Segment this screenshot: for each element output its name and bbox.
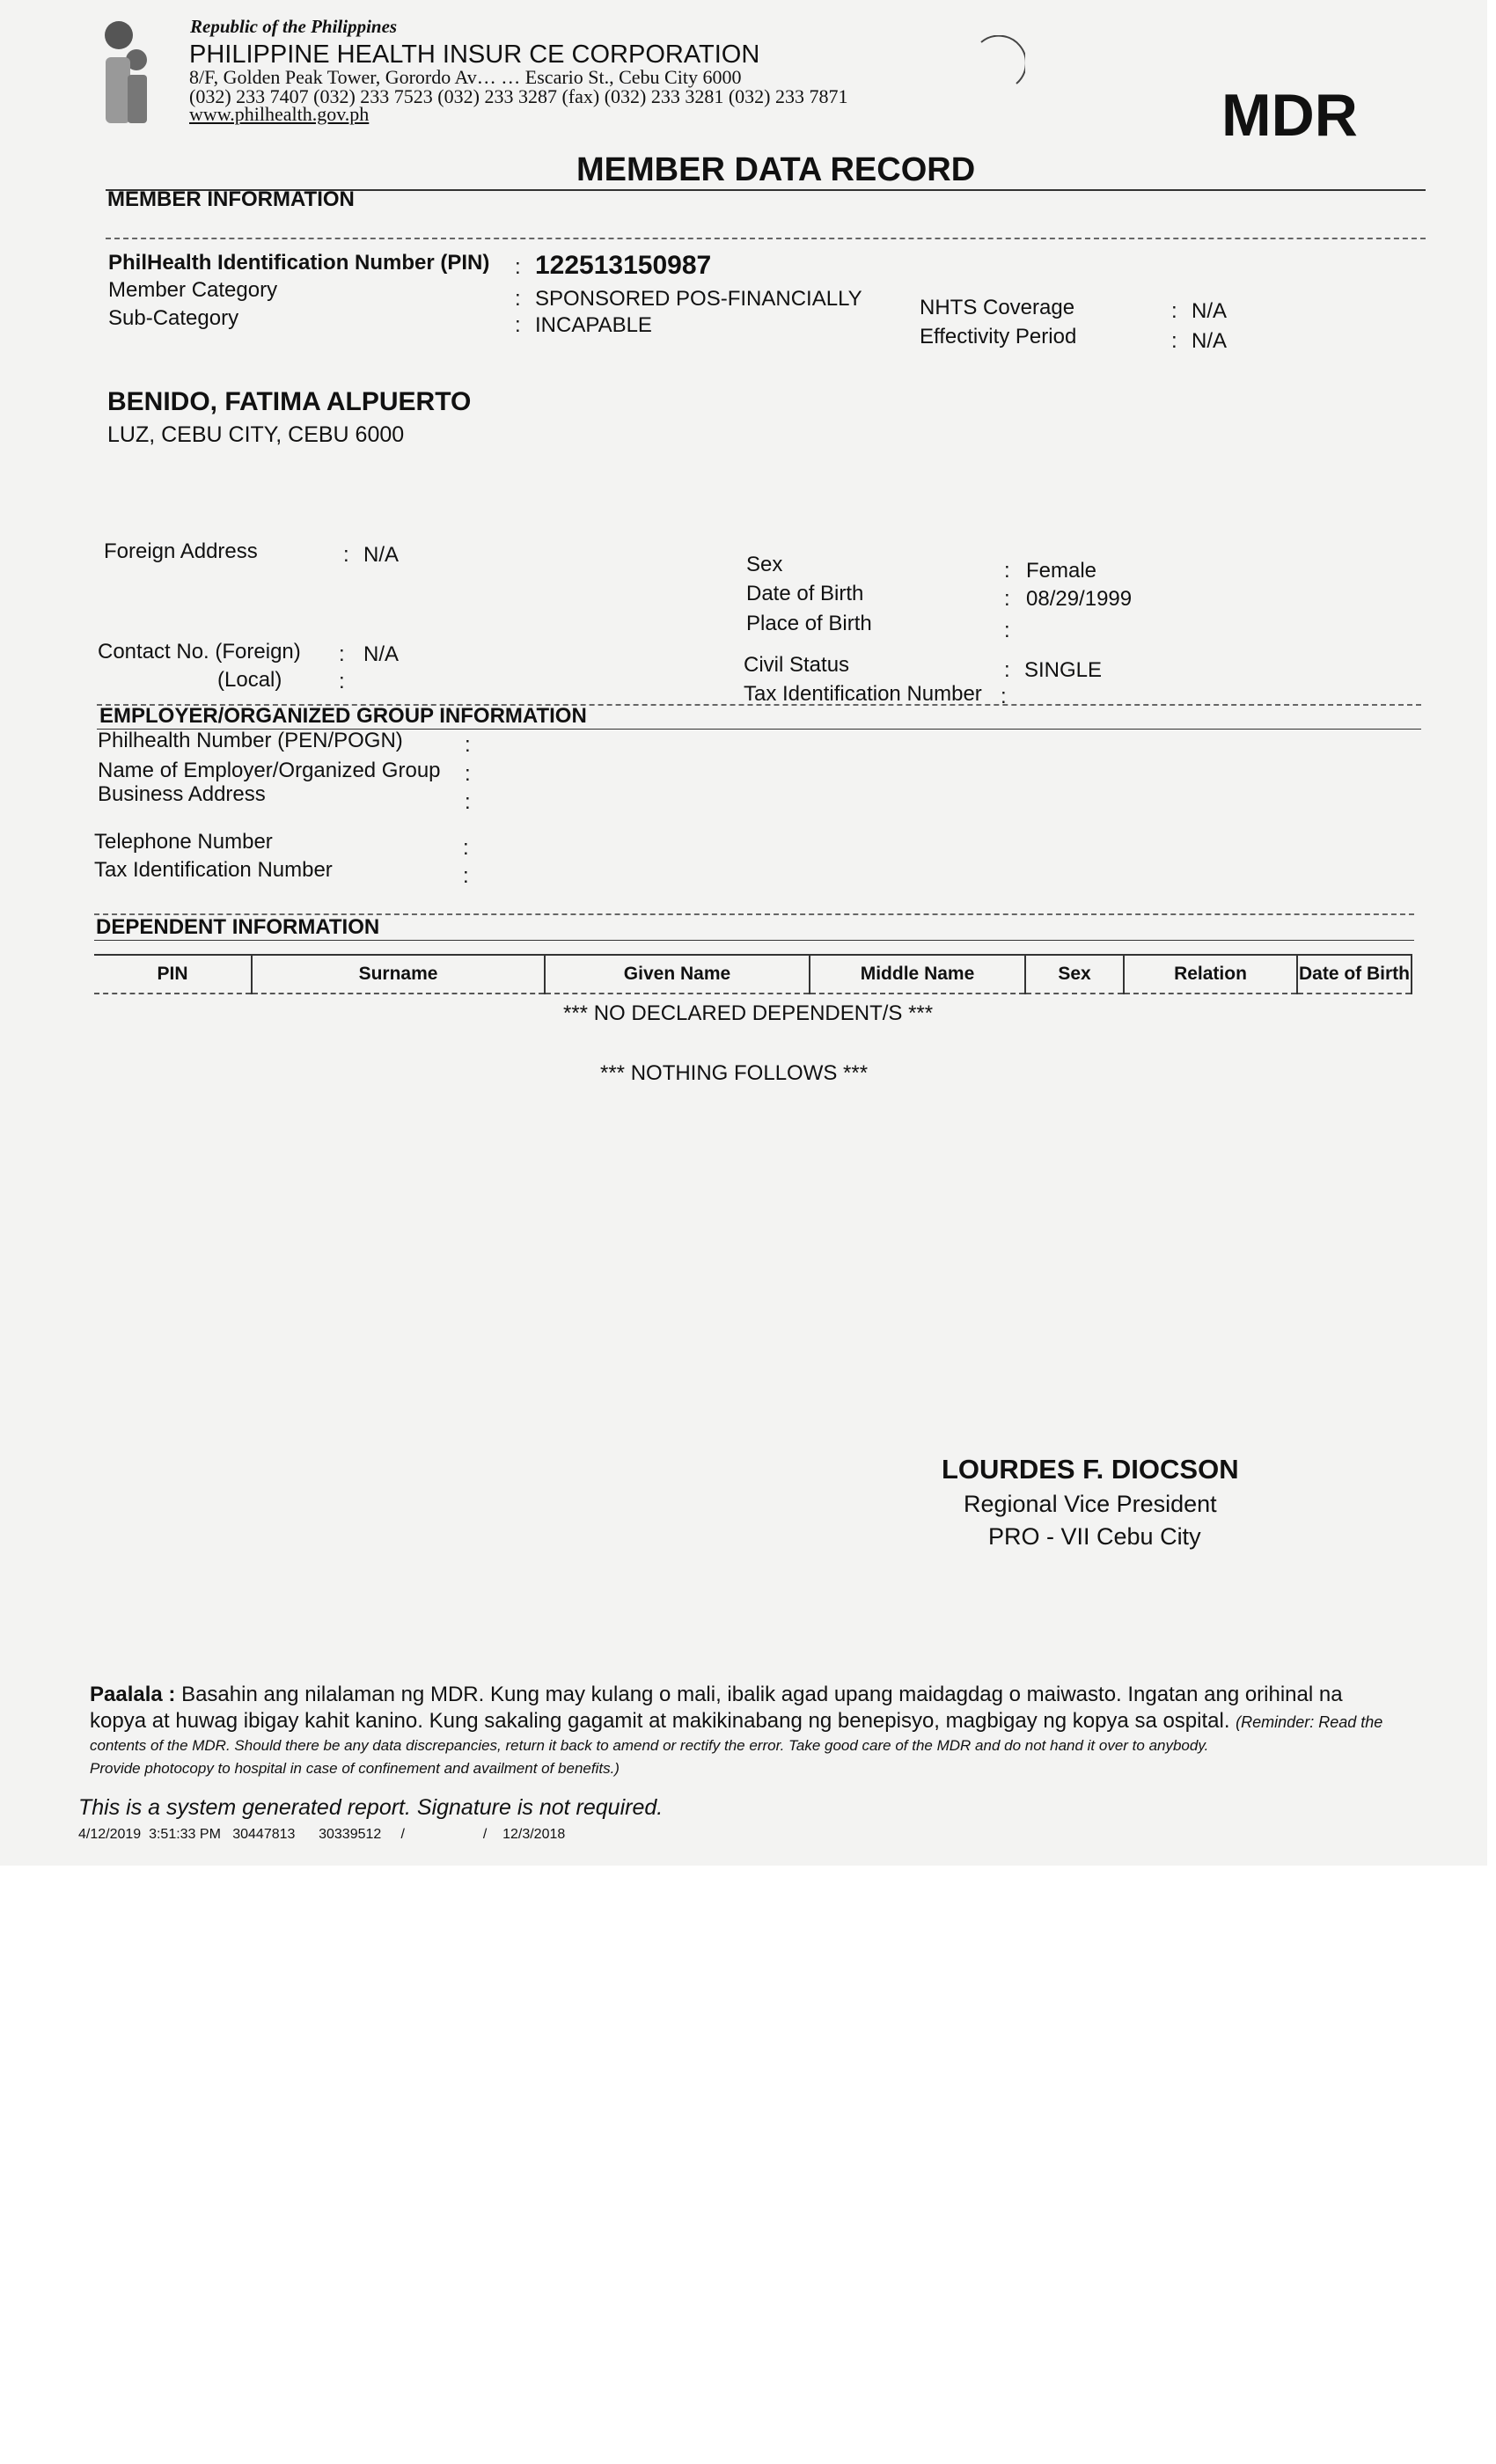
philhealth-logo-icon	[92, 18, 185, 128]
member-category-label: Member Category	[108, 278, 278, 302]
foreign-address-value: N/A	[363, 543, 400, 567]
column-header-relation: Relation	[1124, 955, 1297, 994]
employer-name-label: Name of Employer/Organized Group	[98, 759, 441, 782]
nhts-label: NHTS Coverage	[920, 296, 1075, 319]
nhts-value: N/A	[1192, 299, 1228, 323]
colon: :	[339, 642, 345, 666]
colon: :	[465, 762, 471, 786]
org-phones: (032) 233 7407 (032) 233 7523 (032) 233 3287 (fax) (032) 233 3281 (032) 233 7871	[189, 85, 848, 107]
column-header-sex: Sex	[1025, 955, 1124, 994]
dob-value: 08/29/1999	[1026, 587, 1133, 611]
reminder-text: contents of the MDR. Should there be any data discrepancies, return it back to amend or rectify the error. Take good care of the MDR and do not hand it over to anybody.	[90, 1737, 1209, 1754]
paalala-text: kopya at huwag ibigay kahit kanino. Kung sakaling gagamit at makikinabang ng benepisyo, magbigay ng kopya sa ospital.	[90, 1709, 1230, 1733]
punch-hole-icon	[972, 35, 1025, 97]
org-website: www.philhealth.gov.ph	[189, 103, 370, 125]
sex-value: Female	[1026, 559, 1097, 583]
org-address: 8/F, Golden Peak Tower, Gorordo Av… … Escario St., Cebu City 6000	[189, 66, 742, 88]
colon: :	[1004, 658, 1010, 682]
column-header-given-name: Given Name	[545, 955, 810, 994]
reminder-text: (Reminder: Read the	[1236, 1713, 1383, 1731]
colon: :	[465, 733, 471, 757]
member-category-value: SPONSORED POS-FINANCIALLY	[535, 287, 862, 311]
dependent-heading: DEPENDENT INFORMATION	[96, 915, 380, 939]
doc-code: MDR	[1221, 82, 1358, 149]
colon: :	[515, 313, 521, 337]
colon: :	[1171, 329, 1177, 353]
employer-heading: EMPLOYER/ORGANIZED GROUP INFORMATION	[99, 704, 587, 728]
colon: :	[1004, 559, 1010, 583]
colon: :	[463, 836, 469, 860]
colon: :	[1001, 685, 1007, 708]
effectivity-label: Effectivity Period	[920, 325, 1077, 348]
signatory-title: Regional Vice President	[964, 1491, 1217, 1517]
republic-text: Republic of the Philippines	[190, 16, 398, 37]
signatory-name: LOURDES F. DIOCSON	[942, 1454, 1239, 1485]
paalala-text: Basahin ang nilalaman ng MDR. Kung may kulang o mali, ibalik agad upang maidagdag o maiwasto. Ingatan ang orihinal na	[181, 1683, 1343, 1706]
sub-category-label: Sub-Category	[108, 306, 239, 330]
colon: :	[463, 864, 469, 888]
member-address: LUZ, CEBU CITY, CEBU 6000	[107, 422, 405, 447]
colon: :	[1004, 587, 1010, 611]
colon: :	[343, 543, 349, 567]
contact-foreign-label: Contact No. (Foreign)	[98, 640, 301, 664]
employer-tin-label: Tax Identification Number	[94, 858, 333, 882]
contact-local-label: (Local)	[217, 668, 282, 692]
divider	[106, 238, 1426, 239]
reminder-text: Provide photocopy to hospital in case of confinement and availment of benefits.)	[90, 1760, 620, 1777]
colon: :	[465, 790, 471, 814]
member-name: BENIDO, FATIMA ALPUERTO	[107, 387, 472, 416]
business-address-label: Business Address	[98, 782, 266, 806]
table-header-row	[94, 955, 1412, 994]
member-info-heading: MEMBER INFORMATION	[107, 187, 355, 211]
divider	[94, 940, 1414, 941]
column-header-pin: PIN	[94, 955, 252, 994]
paalala-label: Paalala :	[90, 1683, 176, 1706]
pen-label: Philhealth Number (PEN/POGN)	[98, 729, 403, 752]
dob-label: Date of Birth	[746, 582, 864, 605]
pin-label: PhilHealth Identification Number (PIN)	[108, 251, 490, 275]
column-header-middle-name: Middle Name	[810, 955, 1025, 994]
dependent-table	[94, 954, 1412, 994]
column-header-surname: Surname	[252, 955, 545, 994]
telephone-label: Telephone Number	[94, 830, 273, 854]
signatory-office: PRO - VII Cebu City	[988, 1523, 1201, 1550]
colon: :	[1171, 299, 1177, 323]
sub-category-value: INCAPABLE	[535, 313, 652, 337]
foreign-address-label: Foreign Address	[104, 539, 258, 563]
colon: :	[515, 255, 521, 279]
no-dependents-message: *** NO DECLARED DEPENDENT/S ***	[563, 1001, 934, 1025]
system-note: This is a system generated report. Signature is not required.	[78, 1795, 664, 1820]
nothing-follows: *** NOTHING FOLLOWS ***	[600, 1061, 869, 1085]
doc-title: MEMBER DATA RECORD	[576, 151, 976, 188]
colon: :	[515, 287, 521, 311]
tin-label: Tax Identification Number	[744, 682, 982, 706]
colon: :	[1004, 619, 1010, 642]
generated-info: 4/12/2019 3:51:33 PM 30447813 30339512 / / 12/3/2018	[78, 1827, 566, 1842]
pin-value: 122513150987	[535, 251, 712, 280]
civil-status-label: Civil Status	[744, 653, 850, 677]
colon: :	[339, 670, 345, 693]
contact-foreign-value: N/A	[363, 642, 400, 666]
effectivity-value: N/A	[1192, 329, 1228, 353]
pob-label: Place of Birth	[746, 612, 872, 635]
column-header-dob: Date of Birth	[1297, 955, 1412, 994]
civil-status-value: SINGLE	[1024, 658, 1103, 682]
org-name: PHILIPPINE HEALTH INSUR CE CORPORATION	[189, 40, 760, 69]
sex-label: Sex	[746, 553, 783, 576]
